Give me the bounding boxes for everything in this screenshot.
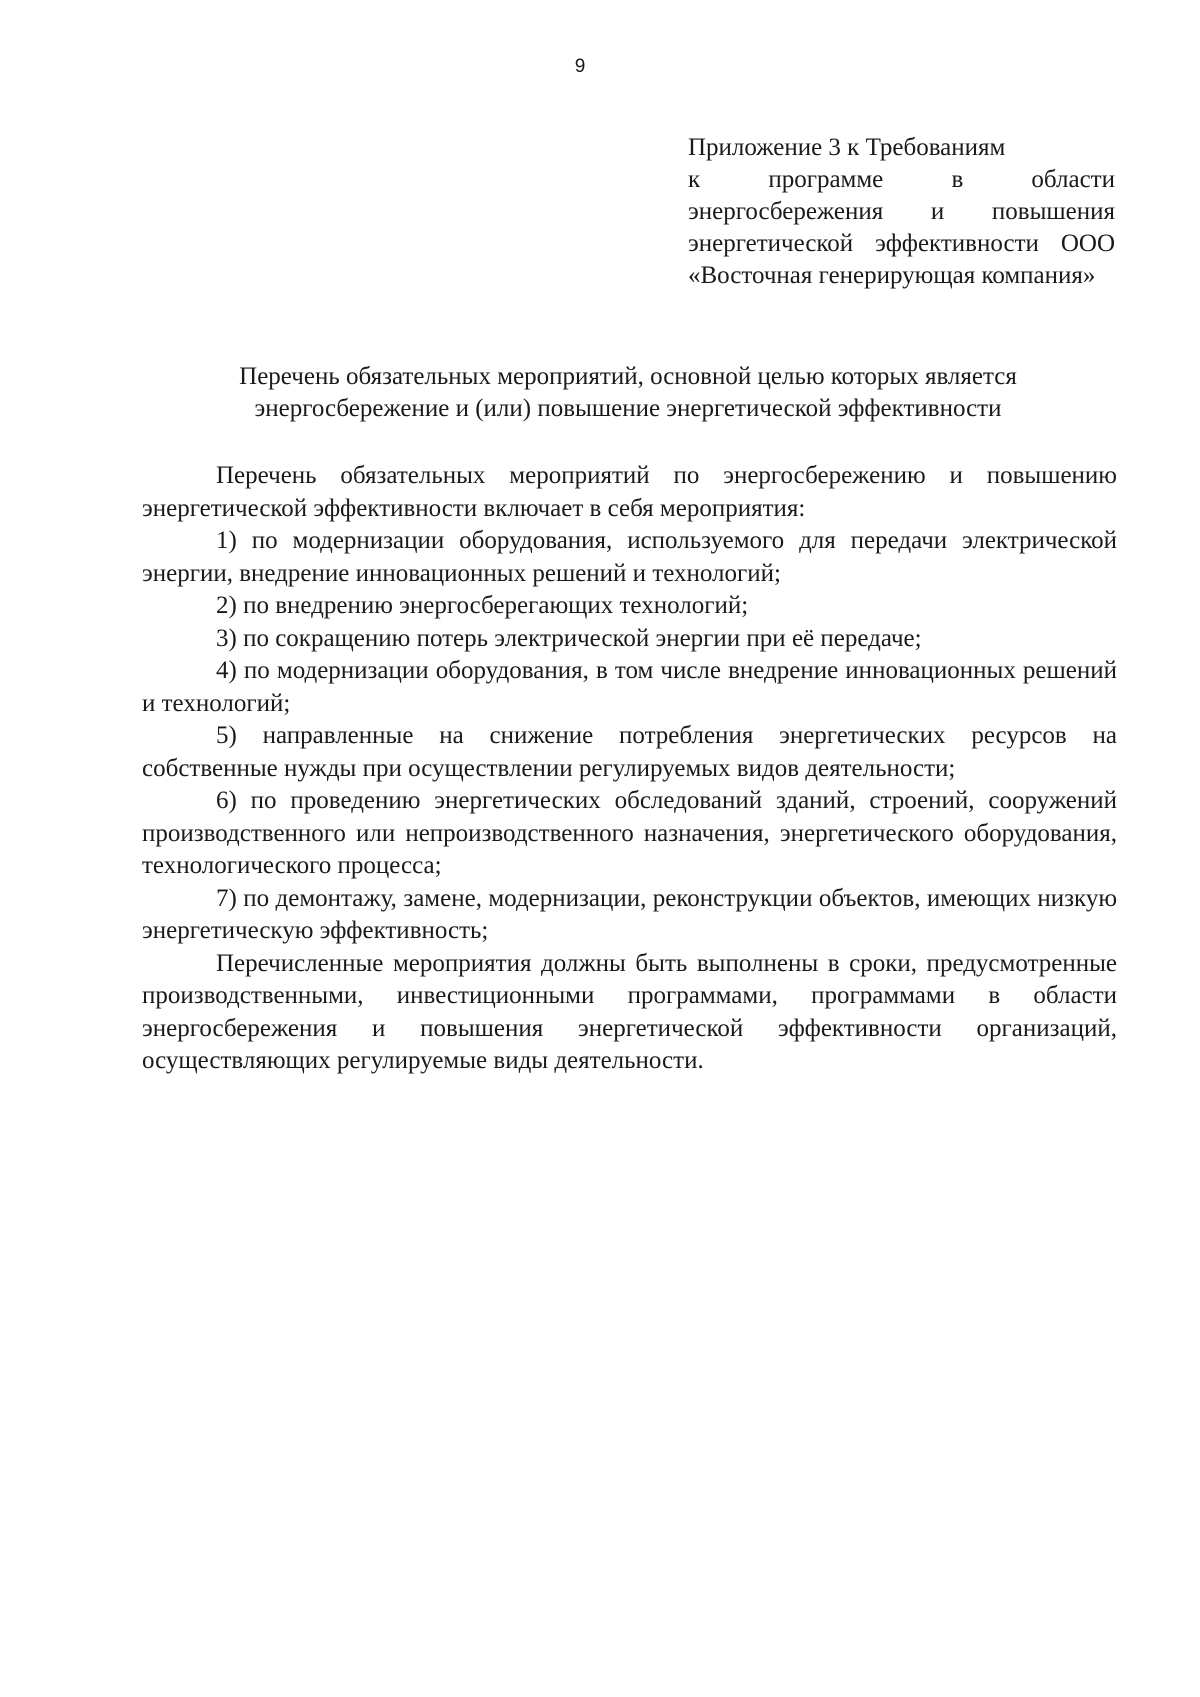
list-item-5: 5) направленные на снижение потребления энергетических ресурсов на собственные нужды при осуществлении регулируемых видов деятельности; <box>142 722 1117 782</box>
list-item-7: 7) по демонтажу, замене, модернизации, реконструкции объектов, имеющих низкую энергетическую эффективность; <box>142 884 1117 944</box>
list-item-6: 6) по проведению энергетических обследований зданий, строений, сооружений производственного или непроизводственного назначения, энергетического оборудования, технологического процесса; <box>142 787 1117 879</box>
list-item-2: 2) по внедрению энергосберегающих технологий; <box>216 592 749 619</box>
document-body <box>142 460 1117 1078</box>
intro-paragraph: Перечень обязательных мероприятий по энергосбережению и повышению энергетической эффективности включает в себя мероприятия: <box>142 462 1117 522</box>
appendix-line-1: Приложение 3 к Требованиям <box>688 134 1006 161</box>
list-item-4: 4) по модернизации оборудования, в том числе внедрение инновационных решений и технологий; <box>142 657 1117 717</box>
document-title <box>140 361 1116 425</box>
list-item-1: 1) по модернизации оборудования, используемого для передачи электрической энергии, внедрение инновационных решений и технологий; <box>142 527 1117 587</box>
closing-paragraph: Перечисленные мероприятия должны быть выполнены в сроки, предусмотренные производственными, инвестиционными программами, программами в области энергосбережения и повышения энергетической эффективности организаций, осуществляющих регулируемые виды деятельности. <box>142 949 1117 1074</box>
list-item-3: 3) по сокращению потерь электрической энергии при её передаче; <box>216 624 922 652</box>
appendix-line-rest: к программе в области энергосбережения и повышения энергетической эффективности ООО «Восточная генерирующая компания» <box>688 166 1115 289</box>
title-line-1: Перечень обязательных мероприятий, основной целью которых является <box>239 363 1017 390</box>
title-line-2: энергосбережение и (или) повышение энергетической эффективности <box>254 395 1002 422</box>
appendix-reference <box>688 132 1115 292</box>
page-number: 9 <box>574 56 586 77</box>
